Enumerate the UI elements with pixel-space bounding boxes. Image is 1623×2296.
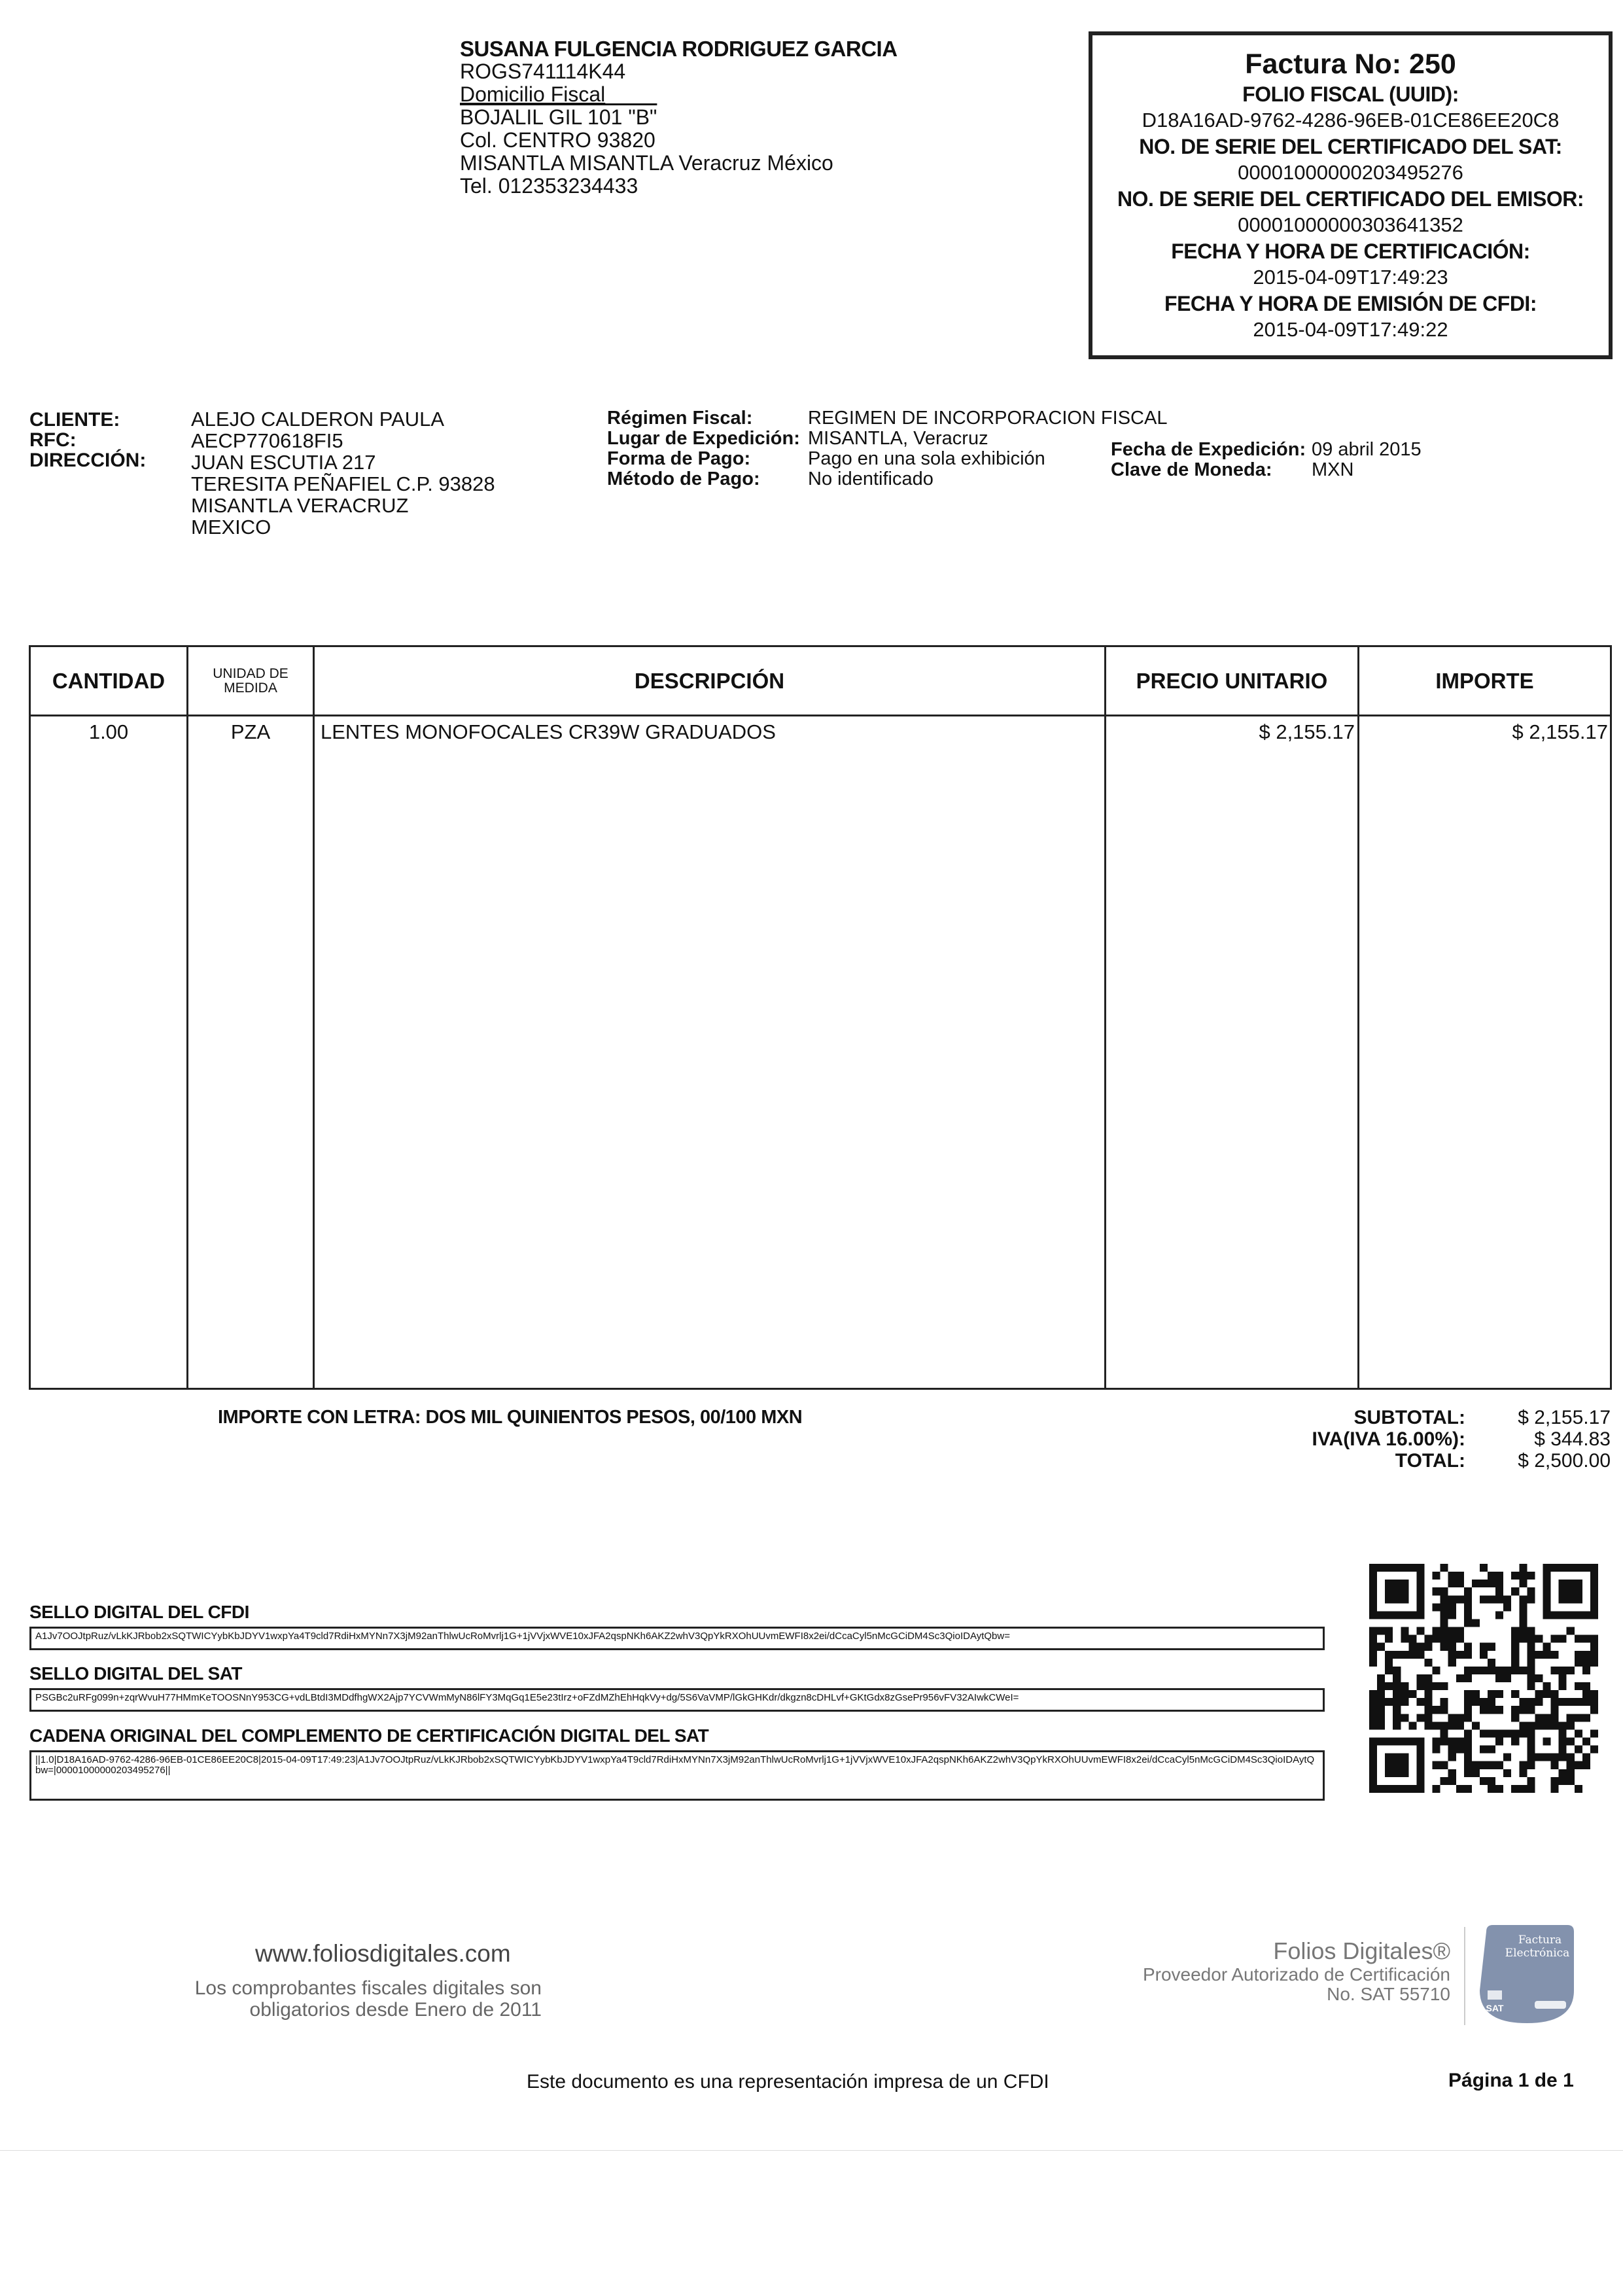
provider-name: Folios Digitales® (1273, 1937, 1450, 1964)
issuer-name: SUSANA FULGENCIA RODRIGUEZ GARCIA (460, 37, 898, 61)
client-address-line: MISANTLA VERACRUZ (191, 494, 409, 517)
tax-value: $ 344.83 (1534, 1428, 1611, 1450)
issuer-cert-label: NO. DE SERIE DEL CERTIFICADO DEL EMISOR: (1117, 187, 1584, 211)
expedition-labels (1111, 440, 1306, 480)
emit-date-label: FECHA Y HORA DE EMISIÓN DE CFDI: (1164, 292, 1537, 315)
items-table (29, 645, 1612, 1390)
tax-label: IVA(IVA 16.00%): (1312, 1428, 1465, 1450)
printed-representation-note: Este documento es una representación impresa de un CFDI (527, 2071, 1049, 2093)
provider-note-line: Los comprobantes fiscales digitales son (194, 1977, 542, 1999)
issuer-fiscal-label: Domicilio Fiscal (460, 82, 606, 106)
place-value: MISANTLA, Veracruz (808, 428, 988, 449)
client-label: CLIENTE: (29, 409, 120, 431)
total-value: $ 2,500.00 (1518, 1450, 1611, 1472)
total-label: TOTAL: (1395, 1450, 1465, 1472)
qr-code (1369, 1564, 1598, 1793)
table-column-divider (186, 647, 188, 1388)
cert-date-value: 2015-04-09T17:49:23 (1253, 266, 1448, 289)
table-column-divider (1104, 647, 1106, 1388)
cfdi-seal-title: SELLO DIGITAL DEL CFDI (29, 1602, 249, 1622)
uuid-value: D18A16AD-9762-4286-96EB-01CE86EE20C8 (1142, 109, 1560, 132)
header-qty: CANTIDAD (52, 668, 166, 693)
client-address-line: TERESITA PEÑAFIEL C.P. 93828 (191, 472, 495, 495)
row-unit: PZA (230, 720, 271, 743)
provider-divider (1464, 1927, 1465, 2025)
emit-date-value: 2015-04-09T17:49:22 (1253, 318, 1448, 341)
client-rfc: AECP770618FI5 (191, 429, 343, 452)
sat-cert-label: NO. DE SERIE DEL CERTIFICADO DEL SAT: (1139, 135, 1562, 158)
issuer-block (460, 37, 931, 198)
issuer-cert-value: 00001000000303641352 (1238, 213, 1463, 236)
seal-text: Electrónica (1505, 1947, 1570, 1960)
payment-form-label: Forma de Pago: (607, 448, 751, 469)
client-labels (29, 410, 146, 470)
sat-cert-value: 00001000000203495276 (1238, 161, 1463, 184)
fiscal-labels (607, 408, 800, 489)
original-chain-box: ||1.0|D18A16AD-9762-4286-96EB-01CE86EE20C8|2015-04-09T17:49:23|A1Jv7OOJtpRuz/vLkKJRbob2xSQTWICYybKbJDYV1wxpYa4T9cld7RdiHxMYNn7X3jM92anThlwUcRoMvrlj1G+1jVVjxWVE10xJFA2qspNKh6AKZ2whV3QpYkRXOhUUvmEWFI8x2ei/dCcaCyl5nMcGCiDM4Sc3QioIDAytQbw=|00001000000203495276|| (29, 1750, 1325, 1801)
cfdi-seal-box: A1Jv7OOJtpRuz/vLkKJRbob2xSQTWICYybKbJDYV1wxpYa4T9cld7RdiHxMYNn7X3jM92anThlwUcRoMvrlj1G+1jVVjxWVE10xJFA2qspNKh6AKZ2whV3QpYkRXOhUUvmEWFI8x2ei/dCcaCyl5nMcGCiDM4Sc3QioIDAytQbw= (29, 1627, 1325, 1650)
row-amount: $ 2,155.17 (1512, 720, 1608, 743)
table-column-divider (1357, 647, 1359, 1388)
cert-date-label: FECHA Y HORA DE CERTIFICACIÓN: (1171, 239, 1530, 263)
row-unit-price: $ 2,155.17 (1259, 720, 1355, 743)
page-number: Página 1 de 1 (1448, 2070, 1574, 2091)
place-label: Lugar de Expedición: (607, 428, 800, 449)
client-values (191, 408, 495, 538)
electronic-invoice-seal-icon (1480, 1925, 1574, 2023)
sat-seal-box: PSGBc2uRFg099n+zqrWvuH77HMmKeTOOSNnY953CG+vdLBtdI3MDdfhgWX2Ajp7YCVWmMyN86lFY3MqGq1E5e23tIrz+oFZdMZhEhHqkVy+dg/5S6VaVMP/lGkGHKdr/dkgzn8cDHLvf+GKtGdx8zGsePr956vFV32AIwkCWeI= (29, 1688, 1325, 1712)
uuid-label: FOLIO FISCAL (UUID): (1242, 82, 1459, 106)
issuer-rfc: ROGS741114K44 (460, 60, 626, 83)
row-description: LENTES MONOFOCALES CR39W GRADUADOS (321, 720, 776, 743)
client-address-line: JUAN ESCUTIA 217 (191, 451, 376, 474)
subtotal-value: $ 2,155.17 (1518, 1407, 1611, 1428)
issuer-colony: Col. CENTRO 93820 (460, 128, 655, 152)
header-unit-price: PRECIO UNITARIO (1136, 668, 1328, 693)
client-address-label: DIRECCIÓN: (29, 450, 147, 471)
table-column-divider (313, 647, 315, 1388)
table-header-divider (31, 715, 1610, 716)
provider-website: www.foliosdigitales.com (255, 1940, 511, 1967)
provider-sat-number: No. SAT 55710 (1327, 1984, 1450, 2004)
payment-form-value: Pago en una sola exhibición (808, 448, 1045, 469)
provider-info (1112, 1937, 1450, 2004)
seal-text: Factura (1518, 1934, 1562, 1947)
currency-value: MXN (1312, 459, 1354, 480)
regime-value: REGIMEN DE INCORPORACION FISCAL (808, 408, 1168, 429)
header-unit: UNIDAD DE MEDIDA (213, 665, 288, 696)
regime-label: Régimen Fiscal: (607, 408, 753, 429)
currency-label: Clave de Moneda: (1111, 459, 1272, 480)
seal-sat-text: SAT (1486, 2003, 1504, 2013)
expedition-values (1312, 440, 1422, 480)
original-chain-title: CADENA ORIGINAL DEL COMPLEMENTO DE CERTIFICACIÓN DIGITAL DEL SAT (29, 1725, 709, 1746)
client-name: ALEJO CALDERON PAULA (191, 408, 445, 431)
issuer-city: MISANTLA MISANTLA Veracruz México (460, 151, 833, 175)
subtotal-label: SUBTOTAL: (1353, 1407, 1465, 1428)
issuer-street: BOJALIL GIL 101 "B" (460, 105, 657, 129)
provider-note (166, 1977, 542, 2021)
exp-date-label: Fecha de Expedición: (1111, 439, 1306, 460)
invoice-info-box (1089, 31, 1613, 359)
payment-method-label: Método de Pago: (607, 468, 760, 489)
sat-seal-title: SELLO DIGITAL DEL SAT (29, 1663, 242, 1684)
issuer-phone: Tel. 012353234433 (460, 174, 638, 198)
payment-method-value: No identificado (808, 468, 934, 489)
bottom-rule (0, 2150, 1623, 2151)
invoice-number: Factura No: 250 (1245, 48, 1456, 80)
amount-in-words: IMPORTE CON LETRA: DOS MIL QUINIENTOS PESOS, 00/100 MXN (218, 1407, 803, 1428)
provider-authorized: Proveedor Autorizado de Certificación (1142, 1964, 1450, 1985)
client-rfc-label: RFC: (29, 429, 77, 451)
header-description: DESCRIPCIÓN (634, 668, 785, 693)
exp-date-value: 09 abril 2015 (1312, 439, 1422, 460)
client-address-line: MEXICO (191, 516, 271, 539)
header-amount: IMPORTE (1435, 668, 1534, 693)
provider-note-line: obligatorios desde Enero de 2011 (249, 1999, 542, 2021)
totals-labels (1282, 1407, 1465, 1472)
row-qty: 1.00 (88, 720, 129, 743)
totals-values (1498, 1407, 1611, 1472)
